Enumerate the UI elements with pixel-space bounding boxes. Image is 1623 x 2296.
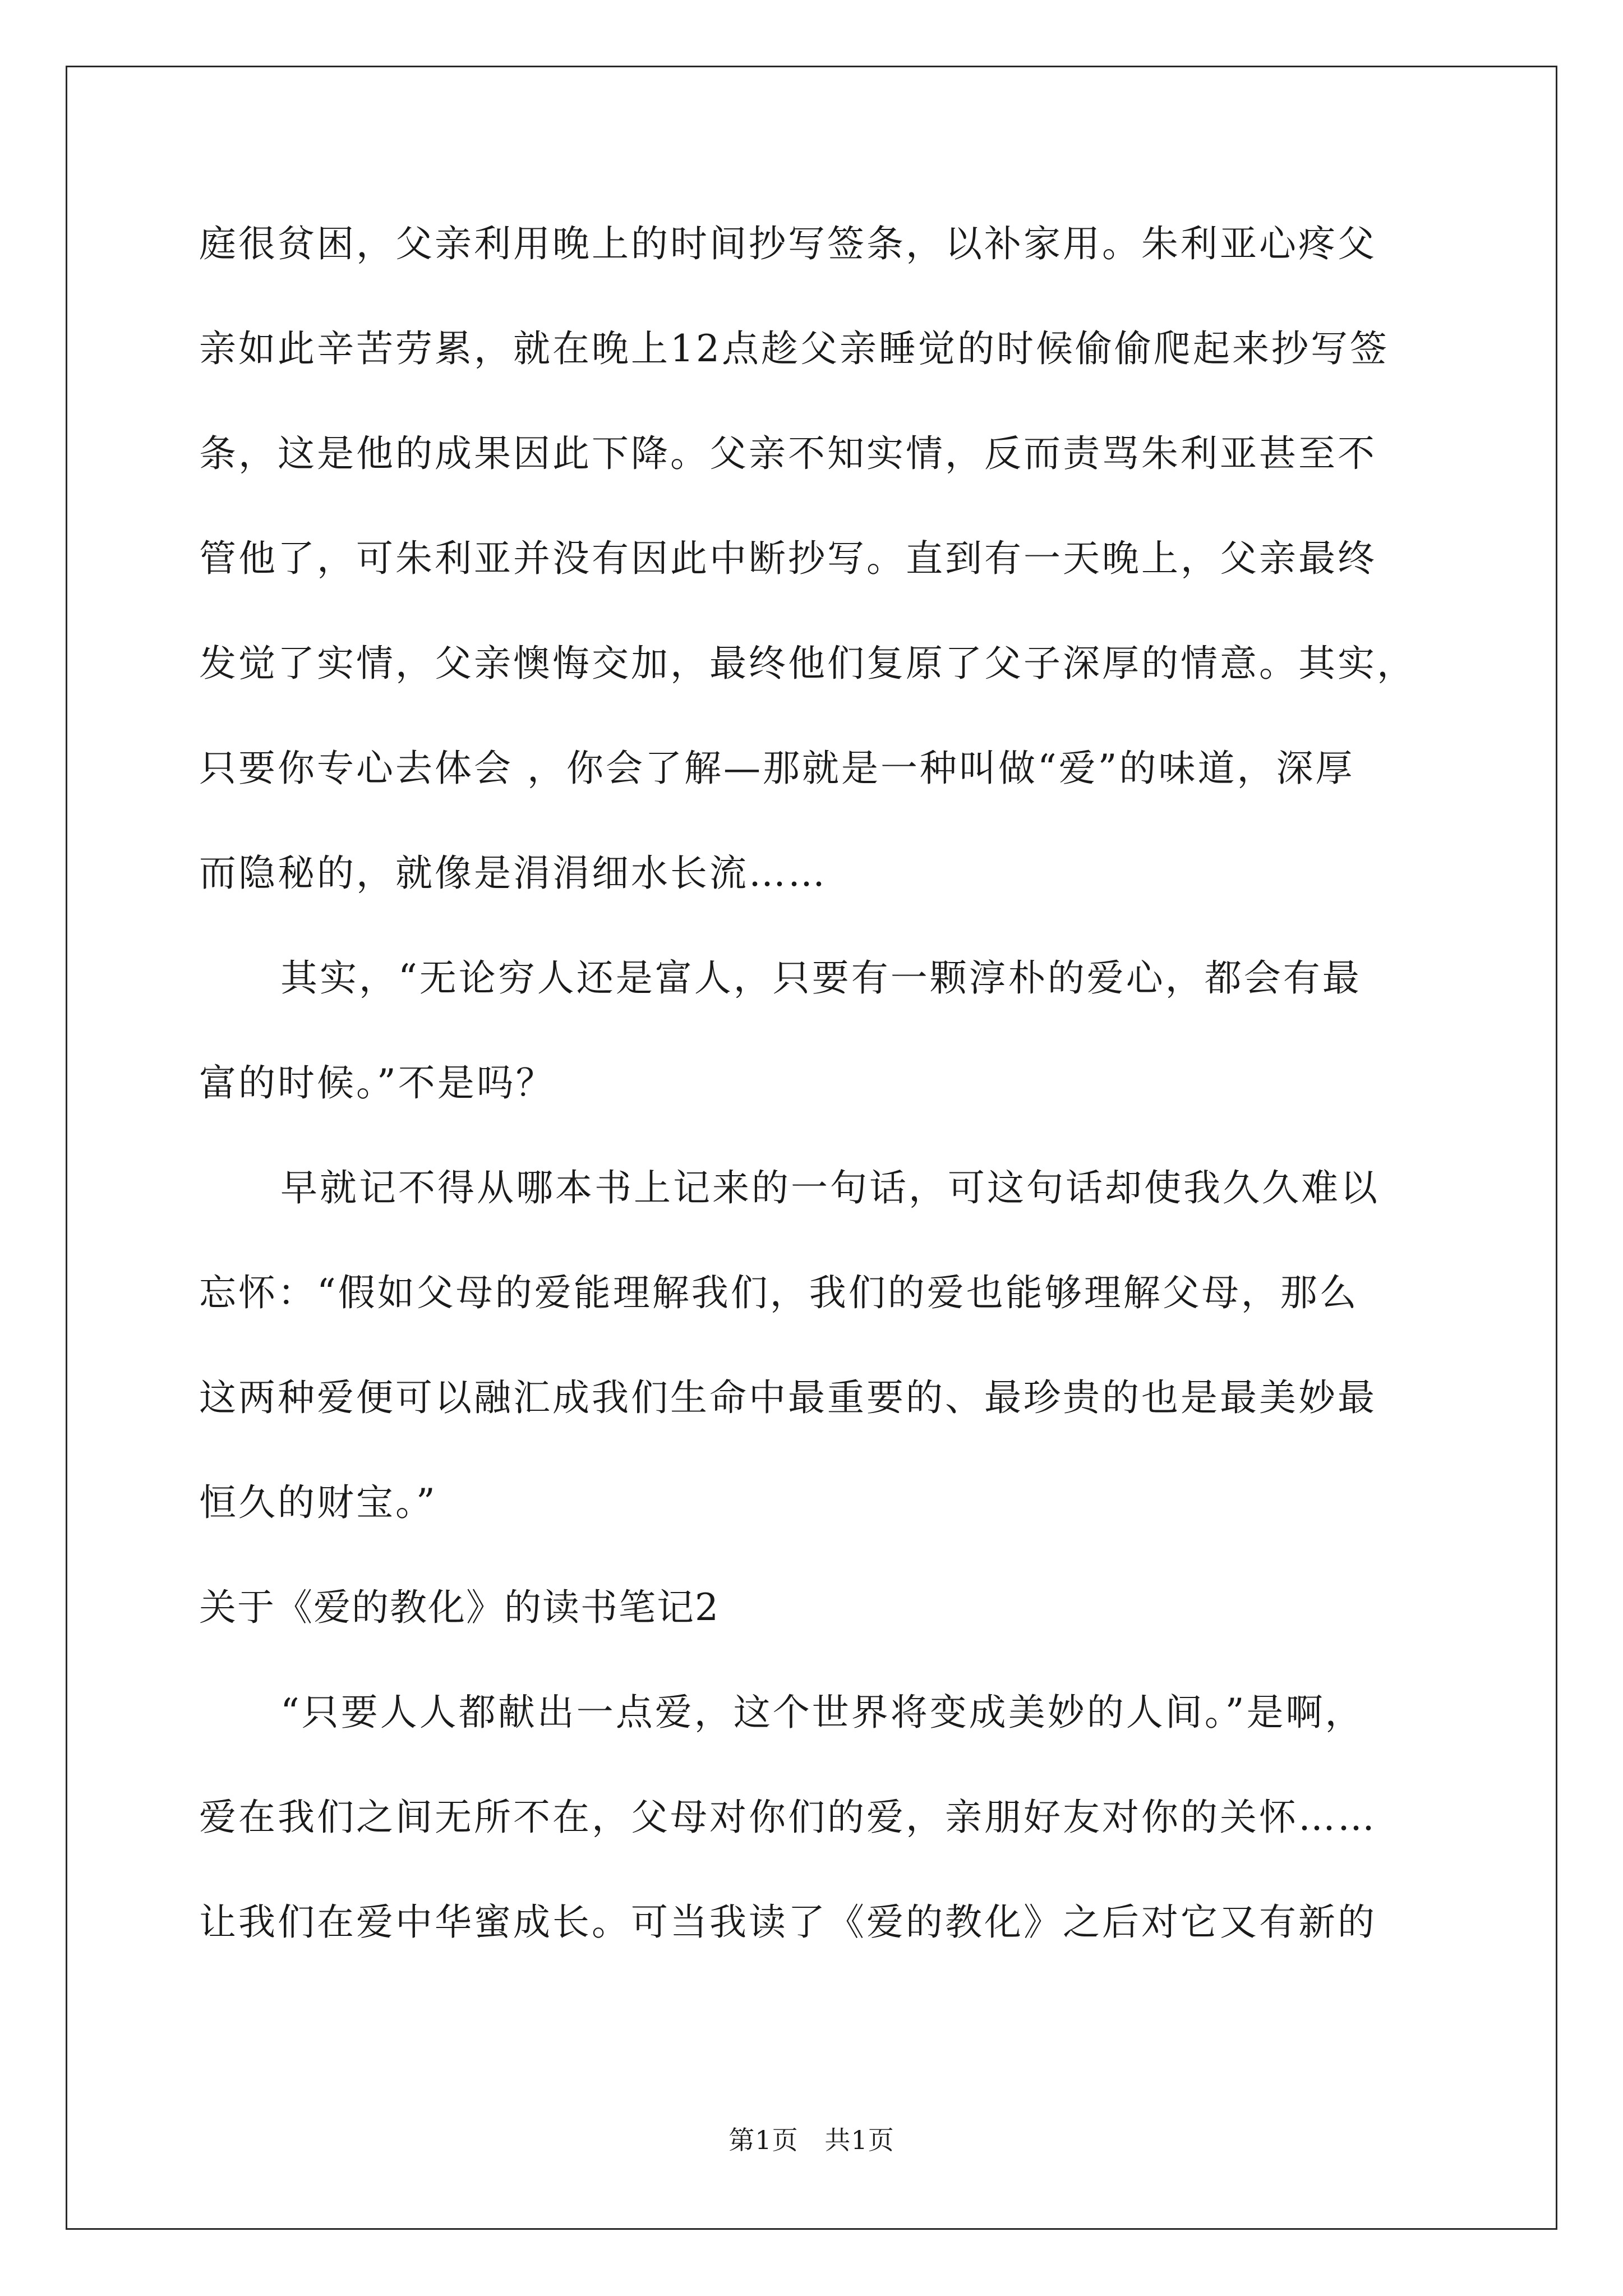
paragraph-line: 让我们在爱中华蜜成长。可当我读了《爱的教化》之后对它又有新的 [199, 1901, 1377, 1944]
paragraph-line: 条，这是他的成果因此下降。父亲不知实情，反而责骂朱利亚甚至不 [199, 432, 1377, 475]
paragraph-line: 亲如此辛苦劳累，就在晚上12点趁父亲睡觉的时候偷偷爬起来抄写签 [199, 327, 1389, 370]
paragraph-line: 富的时候。”不是吗？ [199, 1061, 555, 1105]
paragraph-line: 其实，“无论穷人还是富人，只要有一颗淳朴的爱心，都会有最 [280, 956, 1362, 1000]
paragraph-line: 管他了，可朱利亚并没有因此中断抄写。直到有一天晚上，父亲最终 [199, 537, 1377, 580]
section-heading: 关于《爱的教化》的读书笔记2 [199, 1586, 720, 1629]
paragraph-line: 爱在我们之间无所不在，父母对你们的爱，亲朋好友对你的关怀…… [199, 1796, 1377, 1839]
paragraph-line: 庭很贫困，父亲利用晚上的时间抄写签条，以补家用。朱利亚心疼父 [199, 222, 1377, 265]
paragraph-line: 早就记不得从哪本书上记来的一句话，可这句话却使我久久难以 [280, 1166, 1380, 1209]
paragraph-line: 而隐秘的，就像是涓涓细水长流…… [199, 852, 827, 895]
paragraph-line: 忘怀：“假如父母的爱能理解我们，我们的爱也能够理解父母，那么 [199, 1271, 1359, 1314]
paragraph-line: “只要人人都献出一点爱，这个世界将变成美妙的人间。”是啊， [280, 1691, 1364, 1734]
paragraph-line: 恒久的财宝。” [199, 1481, 437, 1524]
page-footer: 第1页 共1页 [728, 2125, 895, 2155]
paragraph-line: 发觉了实情，父亲懊悔交加，最终他们复原了父子深厚的情意。其实， [199, 642, 1416, 685]
paragraph-line: 只要你专心去体会 ，你会了解—那就是一种叫做“爱”的味道，深厚 [199, 747, 1355, 790]
paragraph-line: 这两种爱便可以融汇成我们生命中最重要的、最珍贵的也是最美妙最 [199, 1376, 1377, 1419]
document-body [199, 213, 1427, 1996]
